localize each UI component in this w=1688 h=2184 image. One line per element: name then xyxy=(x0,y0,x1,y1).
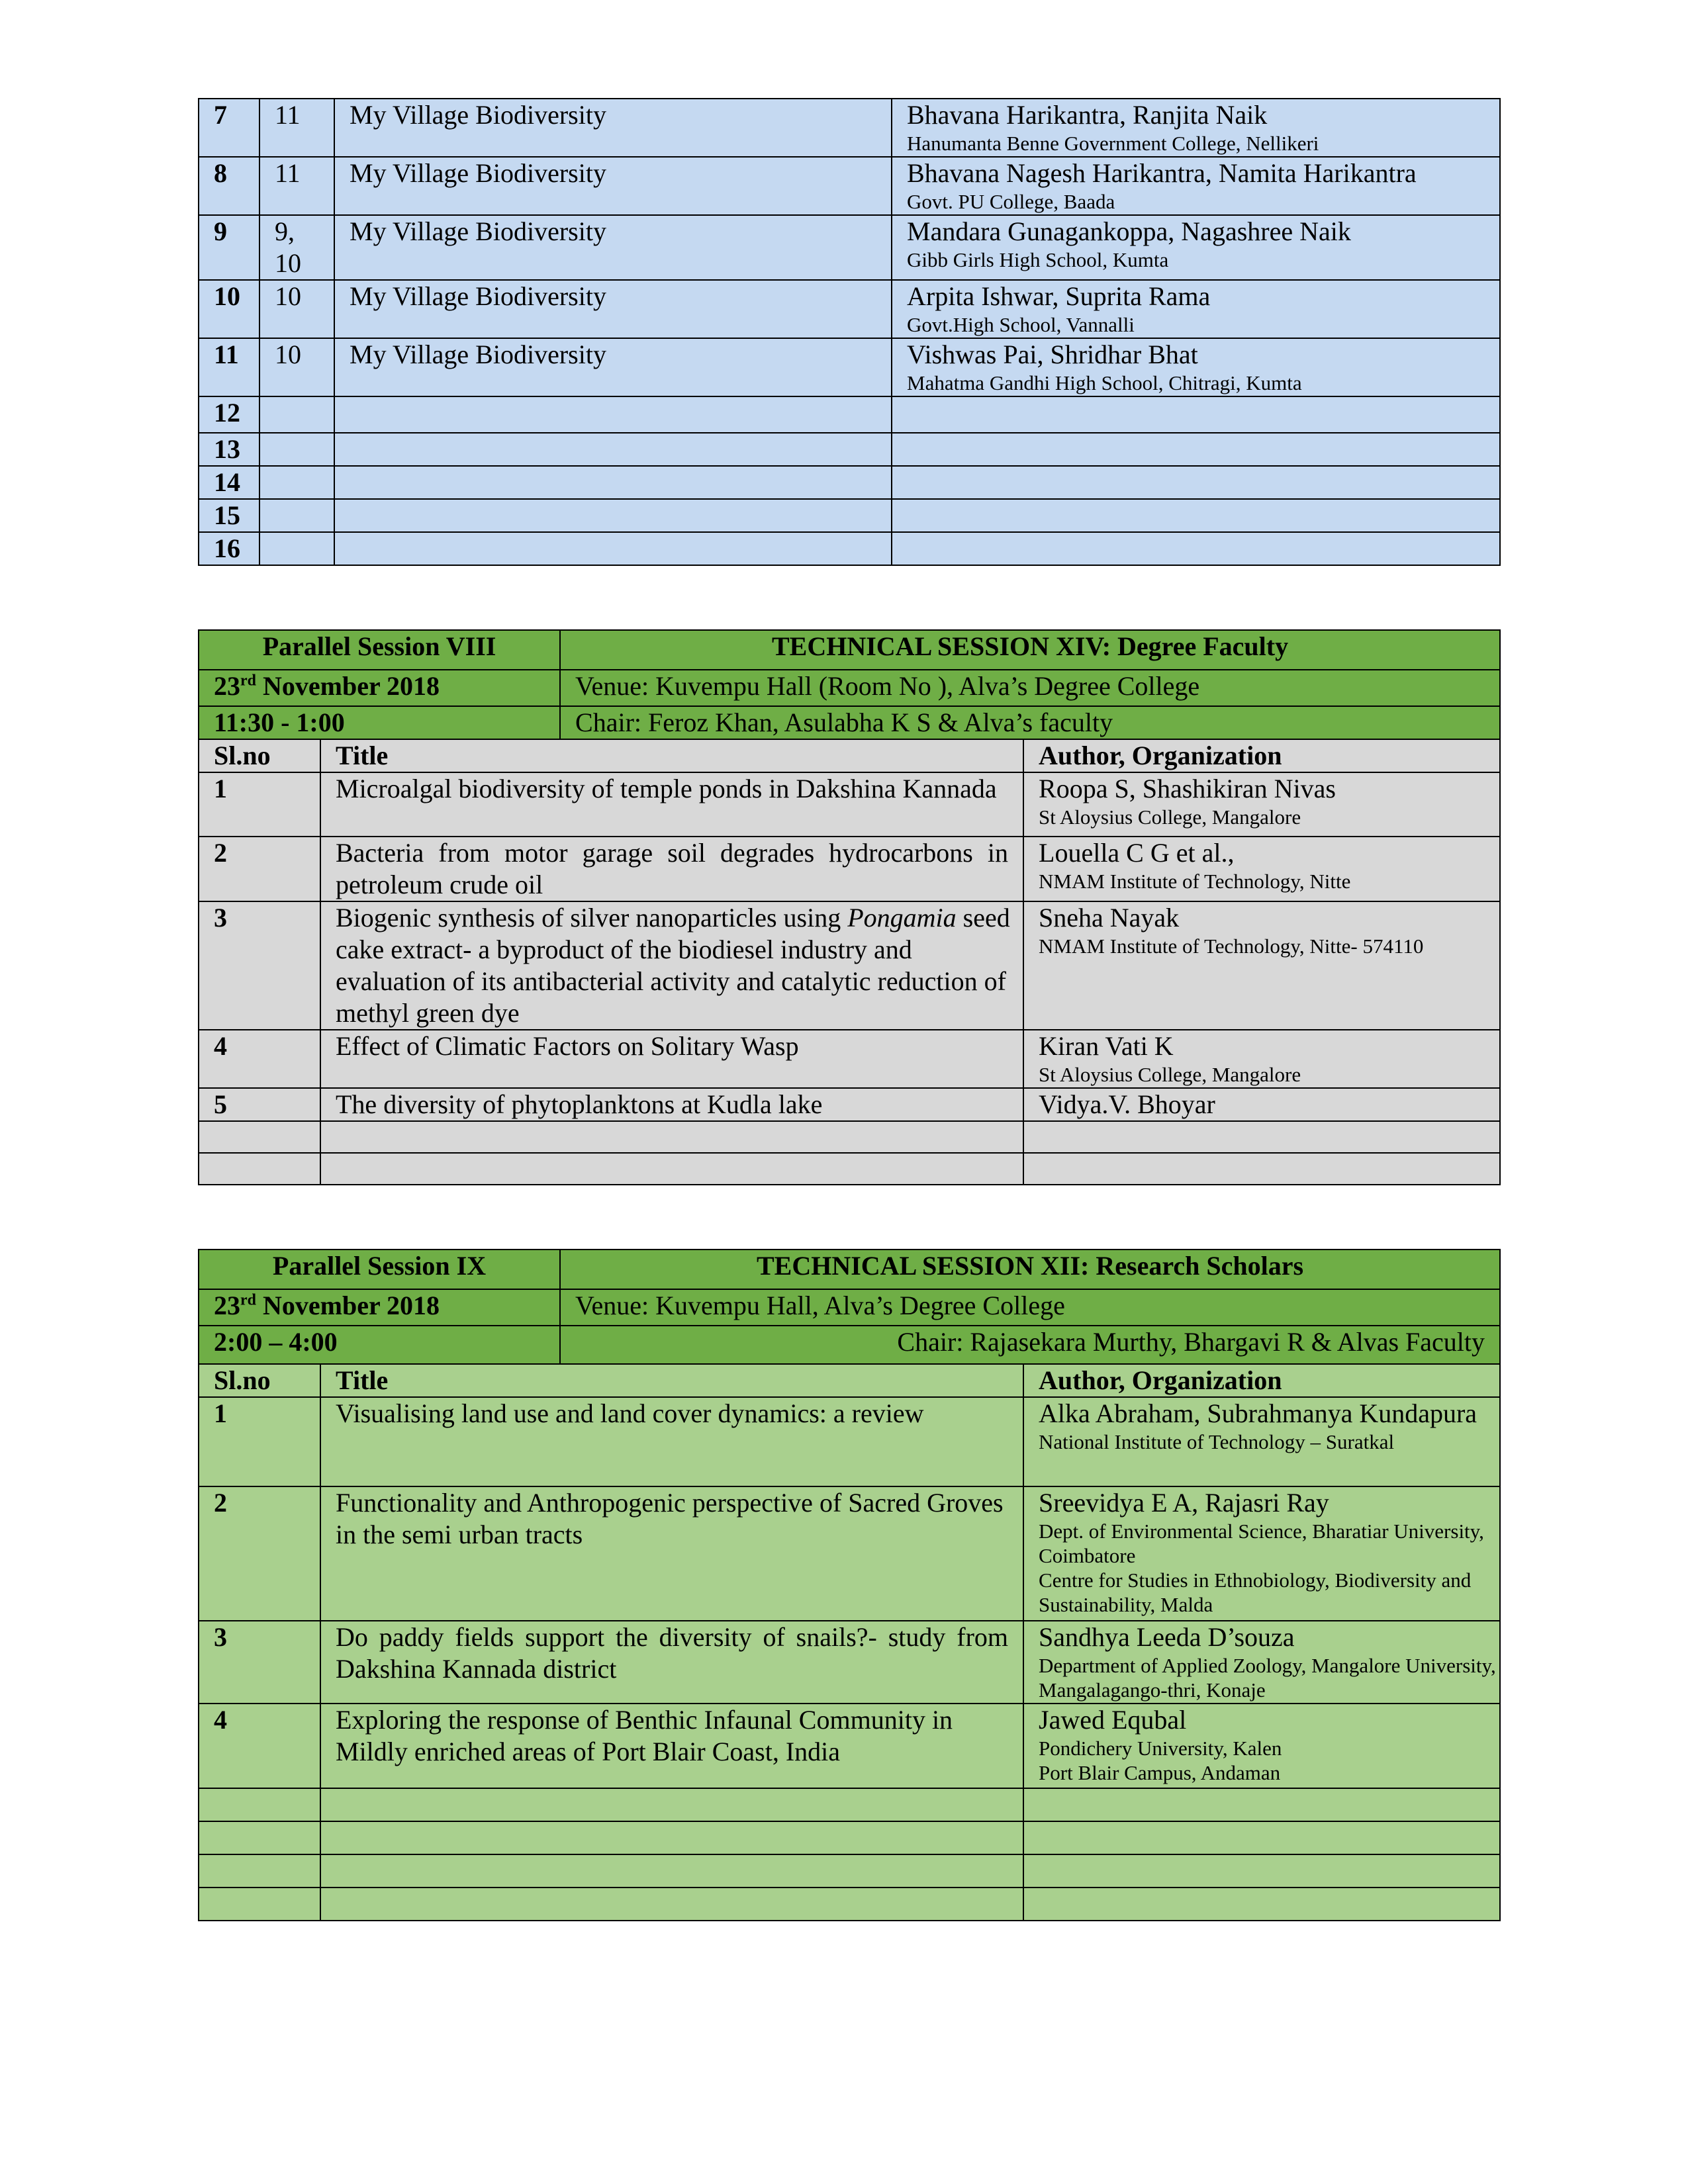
empty-cell xyxy=(199,1821,320,1854)
row-organization: Dept. of Environmental Science, Bharatiar University, Coimbatore xyxy=(1039,1520,1484,1567)
row-organization-2: Port Blair Campus, Andaman xyxy=(1039,1761,1281,1784)
row-author: Vidya.V. Bhoyar xyxy=(1023,1088,1500,1121)
school-presentations-table xyxy=(198,98,1501,566)
session-viii-table xyxy=(198,629,1501,1185)
empty-cell xyxy=(259,499,334,532)
session-date: 23rd November 2018 xyxy=(199,1289,560,1326)
row-author: Sandhya Leeda D’souza xyxy=(1039,1622,1295,1652)
table-row xyxy=(199,157,1500,215)
row-number: 16 xyxy=(199,532,259,565)
row-title: My Village Biodiversity xyxy=(334,99,892,157)
row-standard: 11 xyxy=(259,99,334,157)
table-row xyxy=(199,1153,1500,1185)
row-author-cell xyxy=(1023,901,1500,1030)
row-author: Arpita Ishwar, Suprita Rama xyxy=(907,281,1211,311)
row-title: My Village Biodiversity xyxy=(334,280,892,338)
row-organization: Gibb Girls High School, Kumta xyxy=(907,248,1169,271)
row-organization: Hanumanta Benne Government College, Nellikeri xyxy=(907,132,1319,155)
table-row xyxy=(199,499,1500,532)
session-ix-table xyxy=(198,1249,1501,1921)
row-number: 11 xyxy=(199,338,259,396)
technical-session-title: TECHNICAL SESSION XII: Research Scholars xyxy=(560,1250,1500,1289)
row-organization: National Institute of Technology – Suratkal xyxy=(1039,1430,1395,1453)
empty-cell xyxy=(1023,1153,1500,1185)
column-header-row xyxy=(199,739,1500,772)
table-row xyxy=(199,99,1500,157)
session-chair: Chair: Rajasekara Murthy, Bhargavi R & Alvas Faculty xyxy=(560,1326,1500,1364)
row-title: Microalgal biodiversity of temple ponds in Dakshina Kannada xyxy=(320,772,1023,837)
empty-cell xyxy=(199,1854,320,1888)
col-header-title: Title xyxy=(320,1364,1023,1397)
empty-cell xyxy=(892,532,1500,565)
session-time: 2:00 – 4:00 xyxy=(199,1326,560,1364)
row-number: 9 xyxy=(199,215,259,280)
empty-cell xyxy=(334,499,892,532)
row-organization: Govt.High School, Vannalli xyxy=(907,313,1135,336)
row-author-cell xyxy=(1023,1030,1500,1088)
row-number: 1 xyxy=(199,1397,320,1486)
empty-cell xyxy=(334,433,892,466)
row-author: Kiran Vati K xyxy=(1039,1031,1174,1061)
table-row xyxy=(199,338,1500,396)
row-author-cell xyxy=(892,338,1500,396)
empty-cell xyxy=(892,396,1500,433)
table-row xyxy=(199,1030,1500,1088)
row-title: Bacteria from motor garage soil degrades hydrocarbons in petroleum crude oil xyxy=(320,837,1023,901)
row-author-cell xyxy=(892,157,1500,215)
empty-cell xyxy=(1023,1121,1500,1153)
row-number: 8 xyxy=(199,157,259,215)
empty-cell xyxy=(320,1121,1023,1153)
empty-cell xyxy=(334,466,892,499)
row-number: 10 xyxy=(199,280,259,338)
session-time: 11:30 - 1:00 xyxy=(199,706,560,739)
empty-cell xyxy=(892,466,1500,499)
table-row xyxy=(199,772,1500,837)
row-author-cell xyxy=(892,215,1500,280)
empty-cell xyxy=(334,396,892,433)
row-number: 5 xyxy=(199,1088,320,1121)
row-author-cell xyxy=(1023,1397,1500,1486)
table-row xyxy=(199,1121,1500,1153)
row-author: Bhavana Nagesh Harikantra, Namita Harikantra xyxy=(907,158,1417,188)
empty-cell xyxy=(320,1153,1023,1185)
table-row xyxy=(199,1486,1500,1621)
row-number: 12 xyxy=(199,396,259,433)
col-header-slno: Sl.no xyxy=(199,739,320,772)
technical-session-title: TECHNICAL SESSION XIV: Degree Faculty xyxy=(560,630,1500,670)
session-chair: Chair: Feroz Khan, Asulabha K S & Alva’s faculty xyxy=(560,706,1500,739)
row-author: Roopa S, Shashikiran Nivas xyxy=(1039,774,1336,803)
empty-cell xyxy=(1023,1854,1500,1888)
row-organization-2: Centre for Studies in Ethnobiology, Biodiversity and Sustainability, Malda xyxy=(1039,1569,1472,1616)
empty-cell xyxy=(199,1788,320,1821)
row-number: 1 xyxy=(199,772,320,837)
row-organization: Govt. PU College, Baada xyxy=(907,190,1115,213)
row-author-cell xyxy=(1023,772,1500,837)
empty-cell xyxy=(259,532,334,565)
empty-cell xyxy=(320,1888,1023,1921)
table-row xyxy=(199,1821,1500,1854)
row-standard: 10 xyxy=(259,338,334,396)
row-number: 13 xyxy=(199,433,259,466)
session-venue: Venue: Kuvempu Hall (Room No ), Alva’s Degree College xyxy=(560,670,1500,706)
col-header-title: Title xyxy=(320,739,1023,772)
empty-cell xyxy=(259,433,334,466)
row-title: My Village Biodiversity xyxy=(334,215,892,280)
table-row xyxy=(199,1088,1500,1121)
row-organization: NMAM Institute of Technology, Nitte- 574110 xyxy=(1039,934,1424,958)
row-organization: St Aloysius College, Mangalore xyxy=(1039,805,1301,829)
table-row xyxy=(199,396,1500,433)
column-header-row xyxy=(199,1364,1500,1397)
row-standard-cell xyxy=(259,215,334,280)
session-venue: Venue: Kuvempu Hall, Alva’s Degree College xyxy=(560,1289,1500,1326)
row-number: 3 xyxy=(199,901,320,1030)
row-title: Exploring the response of Benthic Infaunal Community in Mildly enriched areas of Port Blair Coast, India xyxy=(320,1704,1023,1788)
row-number: 2 xyxy=(199,1486,320,1621)
row-standard: 9, xyxy=(275,216,295,246)
table-row xyxy=(199,1788,1500,1821)
row-author-cell xyxy=(1023,837,1500,901)
row-title: Do paddy fields support the diversity of snails?- study from Dakshina Kannada district xyxy=(320,1621,1023,1704)
row-organization: Pondichery University, Kalen xyxy=(1039,1737,1282,1760)
row-author: Louella C G et al., xyxy=(1039,838,1235,868)
row-standard: 11 xyxy=(259,157,334,215)
row-standard: 10 xyxy=(259,280,334,338)
empty-cell xyxy=(1023,1821,1500,1854)
empty-cell xyxy=(1023,1888,1500,1921)
row-author-cell xyxy=(892,99,1500,157)
session-time-row xyxy=(199,1326,1500,1364)
row-number: 7 xyxy=(199,99,259,157)
session-header-row xyxy=(199,630,1500,670)
empty-cell xyxy=(320,1854,1023,1888)
session-header-row xyxy=(199,1250,1500,1289)
session-date-row xyxy=(199,670,1500,706)
row-standard-2: 10 xyxy=(275,248,301,278)
row-author-cell xyxy=(1023,1486,1500,1621)
empty-cell xyxy=(1023,1788,1500,1821)
empty-cell xyxy=(199,1888,320,1921)
row-organization: Mahatma Gandhi High School, Chitragi, Kumta xyxy=(907,371,1302,394)
row-organization: NMAM Institute of Technology, Nitte xyxy=(1039,870,1351,893)
empty-cell xyxy=(259,396,334,433)
row-organization: St Aloysius College, Mangalore xyxy=(1039,1063,1301,1086)
col-header-author: Author, Organization xyxy=(1023,739,1500,772)
row-title: Effect of Climatic Factors on Solitary Wasp xyxy=(320,1030,1023,1088)
row-number: 3 xyxy=(199,1621,320,1704)
empty-cell xyxy=(320,1821,1023,1854)
table-row xyxy=(199,1854,1500,1888)
row-title: My Village Biodiversity xyxy=(334,157,892,215)
table-row xyxy=(199,837,1500,901)
table-row xyxy=(199,1888,1500,1921)
table-row xyxy=(199,215,1500,280)
row-author: Sreevidya E A, Rajasri Ray xyxy=(1039,1488,1329,1518)
row-number: 4 xyxy=(199,1704,320,1788)
session-date-row xyxy=(199,1289,1500,1326)
parallel-session-label: Parallel Session VIII xyxy=(199,630,560,670)
empty-cell xyxy=(199,1121,320,1153)
row-title: The diversity of phytoplanktons at Kudla lake xyxy=(320,1088,1023,1121)
row-author: Bhavana Harikantra, Ranjita Naik xyxy=(907,100,1268,130)
row-number: 15 xyxy=(199,499,259,532)
parallel-session-label: Parallel Session IX xyxy=(199,1250,560,1289)
session-date: 23rd November 2018 xyxy=(199,670,560,706)
row-author-cell xyxy=(1023,1704,1500,1788)
row-author-cell xyxy=(892,280,1500,338)
row-title: Functionality and Anthropogenic perspective of Sacred Groves in the semi urban tracts xyxy=(320,1486,1023,1621)
row-author: Alka Abraham, Subrahmanya Kundapura xyxy=(1039,1398,1477,1428)
row-number: 14 xyxy=(199,466,259,499)
row-title: My Village Biodiversity xyxy=(334,338,892,396)
table-row xyxy=(199,532,1500,565)
empty-cell xyxy=(199,1153,320,1185)
row-author: Jawed Equbal xyxy=(1039,1705,1187,1735)
table-row xyxy=(199,433,1500,466)
empty-cell xyxy=(892,433,1500,466)
row-organization: Department of Applied Zoology, Mangalore University, Mangalagango-thri, Konaje xyxy=(1039,1654,1496,1702)
row-author-cell xyxy=(1023,1621,1500,1704)
row-author: Sneha Nayak xyxy=(1039,903,1180,933)
table-row xyxy=(199,466,1500,499)
table-row xyxy=(199,1397,1500,1486)
empty-cell xyxy=(259,466,334,499)
table-row xyxy=(199,1621,1500,1704)
table-row xyxy=(199,901,1500,1030)
table-row xyxy=(199,280,1500,338)
table-row xyxy=(199,1704,1500,1788)
session-time-row xyxy=(199,706,1500,739)
row-number: 2 xyxy=(199,837,320,901)
col-header-slno: Sl.no xyxy=(199,1364,320,1397)
empty-cell xyxy=(892,499,1500,532)
row-author: Mandara Gunagankoppa, Nagashree Naik xyxy=(907,216,1351,246)
row-author: Vishwas Pai, Shridhar Bhat xyxy=(907,340,1198,369)
empty-cell xyxy=(320,1788,1023,1821)
empty-cell xyxy=(334,532,892,565)
col-header-author: Author, Organization xyxy=(1023,1364,1500,1397)
row-title: Biogenic synthesis of silver nanoparticles using Pongamia seed cake extract- a byproduct of the biodiesel industry and evaluation of its antibacterial activity and catalytic reduction of methyl green dye xyxy=(320,901,1023,1030)
row-title: Visualising land use and land cover dynamics: a review xyxy=(320,1397,1023,1486)
row-number: 4 xyxy=(199,1030,320,1088)
